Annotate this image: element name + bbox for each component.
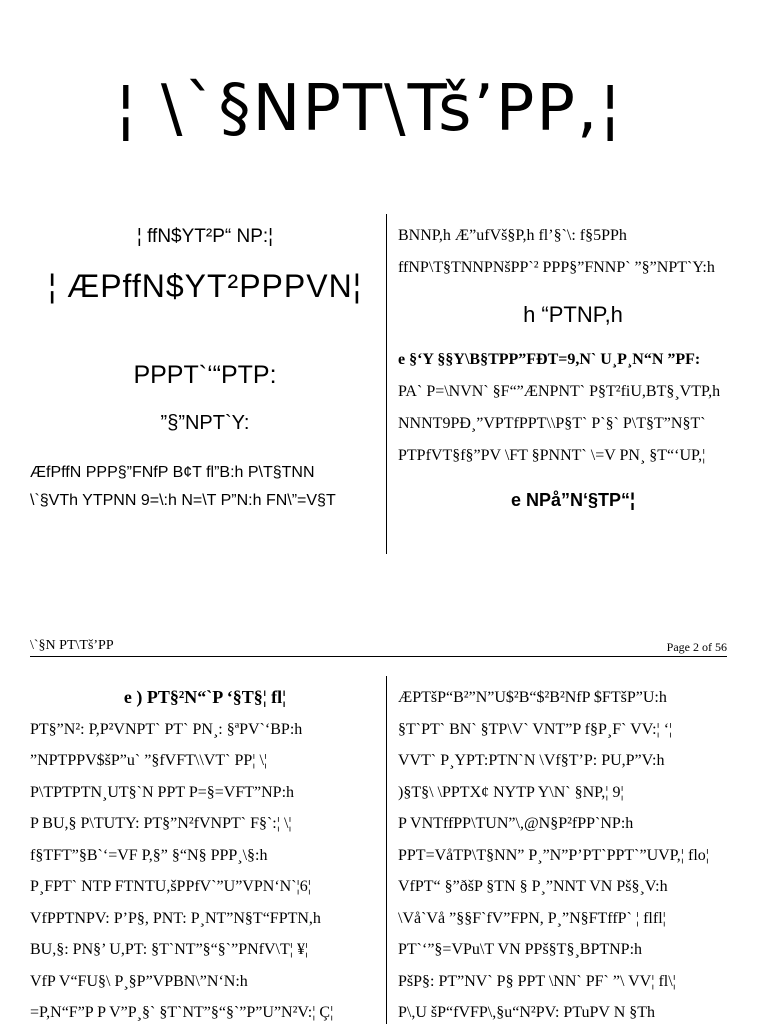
right-column-bottom xyxy=(398,682,748,1029)
text-line: VfPPTNPV: P’P§, PNT: P¸NT”N§T“FPTN,h xyxy=(30,909,321,927)
text-line: PPT=VåTP\T§NN” P¸”N”P’PT`PPT`”UVP,¦ flo¦ xyxy=(398,846,709,864)
text-line: =P,N“F”P P V”P¸§` §T`NT”§“§`”P”U”N²V:¦ Ç¦ xyxy=(30,1004,334,1021)
left-column-bottom xyxy=(30,682,380,1029)
text-line: ”NPTPPV$šP”u` ”§fVFT\\VT` PP¦ \¦ xyxy=(30,752,268,769)
left-subtitle-1: ¦ ffN$YT²P“ NP:¦ xyxy=(136,226,274,247)
text-line: ÆPTšP“B²”N”U$²B“$²B²NfP $FTšP”U:h xyxy=(398,689,667,706)
right-section-footer: e NPå”N‘§TP“¦ xyxy=(510,490,636,510)
right-section-heading: h “PTNP,h xyxy=(523,302,623,327)
column-divider-bottom xyxy=(386,676,387,1024)
text-line: \`§VTh YTPNN 9=\:h N=\T P”N:h FN\”=V§T xyxy=(30,492,336,509)
text-line: PšP§: PT”NV` P§ PPT \NN` PF` ”\ VV¦ fl\¦ xyxy=(398,972,676,990)
text-line: PT`‘”§=VPu\T VN PPš§T§¸BPTNP:h xyxy=(398,941,643,958)
text-line: e §‘Y §§Y\B§TPP”FÐT=9,N` U¸P¸N“N ”PF: xyxy=(398,351,701,368)
text-line: BU,§: PN§’ U,PT: §T`NT”§“§`”PNfV\T¦ ¥¦ xyxy=(30,941,309,958)
text-line: \Vå`Vå ”§§F`fV”FPN, P¸”N§FTffP` ¦ flfl¦ xyxy=(398,909,666,927)
text-line: BNNP,h Æ”ufVš§P,h fl’§`\: f§5PPh xyxy=(398,227,627,244)
document-title: ¦ \`§NPT\Tš’PP,¦ xyxy=(115,72,623,146)
text-line: PTPfVT§f§”PV \FT §PNNT` \=V PN¸ §T“‘UP,¦ xyxy=(398,447,706,464)
column-divider-top xyxy=(386,214,387,554)
text-line: ÆfPffN PPP§”FNfP B¢T fl”B:h P\T§TNN xyxy=(30,464,315,481)
left-body-text xyxy=(30,459,380,515)
text-line: PA` P=\NVN` §F“”ÆNPNT` P§T²fiU,BT§¸VTP,h xyxy=(398,383,721,400)
left-subtitle-4: ”§”NPT`Y: xyxy=(160,412,250,434)
left-section-heading: e ) PT§²N“`P ‘§T§¦ fl¦ xyxy=(123,687,287,707)
right-column-top xyxy=(398,220,748,511)
left-column-top xyxy=(30,222,380,515)
text-line: NNNT9PÐ¸”VPTfPPT\\P§T` P`§` P\T§T”N§T` xyxy=(398,415,706,432)
text-line: f§TFT”§B`‘=VF P,§” §“N§ PPP¸\§:h xyxy=(30,846,268,864)
text-line: §T`PT` BN` §TP\V` VNT”P f§P¸F` VV:¦ ‘¦ xyxy=(398,720,673,738)
page-number: Page 2 of 56 xyxy=(666,640,727,654)
text-line: VfP V“FU§\ P¸§P”VPBN\”N‘N:h xyxy=(30,972,248,990)
text-line: PT§”N²: P,P²VNPT` PT` PN¸: §ªPV`‘BP:h xyxy=(30,720,303,738)
left-subtitle-2: ¦ ÆPffN$YT²PPPVN¦ xyxy=(48,268,362,304)
text-line: )§T§\ \PPTX¢ NYTP Y\N` §NP,¦ 9¦ xyxy=(398,783,624,801)
text-line: P\,U šP“fVFP\,§u“N²PV: PTuPV N §Th xyxy=(398,1004,656,1021)
running-header xyxy=(30,638,727,657)
text-line: VVT` P¸YPT:PTN`N \Vf§T’P: PU,P”V:h xyxy=(398,752,665,769)
text-line: VfPT“ §”ðšP §TN § P¸”NNT VN Pš§¸V:h xyxy=(398,878,668,895)
running-header-title: \`§N PT\Tš’PP xyxy=(30,638,114,653)
text-line: P VNTffPP\TUN”\,@N§P²fPP`NP:h xyxy=(398,815,634,832)
text-line: ffNP\T§TNNPNšPP`² PPP§”FNNP` ”§”NPT`Y:h xyxy=(398,259,715,276)
left-subtitle-3: PPPT`‘“PTP: xyxy=(133,361,277,389)
text-line: P BU,§ P\TUTY: PT§”N²fVNPT` F§`:¦ \¦ xyxy=(30,815,292,832)
text-line: P¸FPT` NTP FTNTU,šPPfV`”U”VPN‘N`¦6¦ xyxy=(30,878,311,895)
text-line: P\TPTPTN¸UT§`N PPT P=§=VFT”NP:h xyxy=(30,783,295,801)
